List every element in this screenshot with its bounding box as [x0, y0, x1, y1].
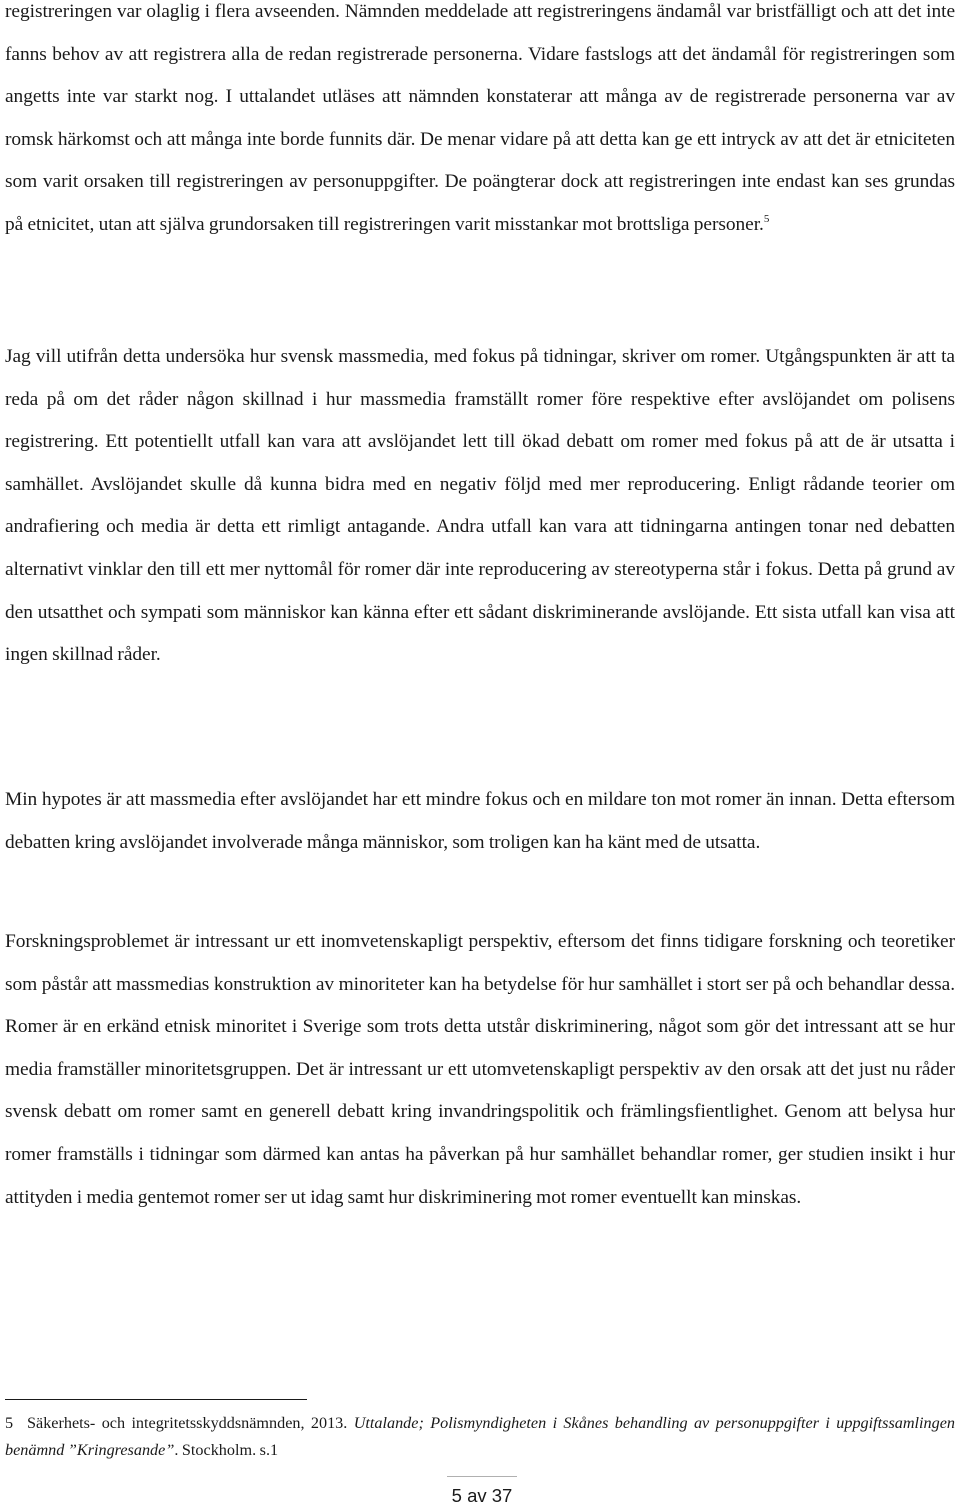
footer-divider [447, 1476, 517, 1477]
paragraph-research-problem [5, 921, 955, 1219]
paragraph-research-aim [5, 336, 955, 677]
paragraph-hypothesis [5, 779, 955, 864]
paragraph-text: registreringen var olaglig i flera avseenden. Nämnden meddelade att registreringens ändamål var bristfälligt och att det inte fanns behov av att registrera alla de redan registrerade personerna. Vidare fastslogs att det ändamål för registreringen som angetts inte var starkt nog. I uttalandet utläses att nämnden konstaterar att många av de registrerade personerna var av romsk härkomst och att många inte borde funnits där. De menar vidare på att detta kan ge ett intryck av att det är etniciteten som varit orsaken till registreringen av personuppgifter. De poängterar dock att registreringen inte endast kan ses grundas på etnicitet, utan att själva grundorsaken till registreringen varit misstankar mot brottsliga personer. [5, 1, 955, 235]
footnote-author: Säkerhets- och integritetsskyddsnämnden, 2013. [27, 1414, 348, 1432]
page-number: 5 av 37 [451, 1485, 513, 1506]
footnote [5, 1410, 955, 1464]
paragraph-text: Min hypotes är att massmedia efter avslöjandet har ett mindre fokus och en mildare ton mot romer än innan. Detta eftersom debatten kring avslöjandet involverade många människor, som troligen kan ha känt med de utsatta. [5, 789, 955, 853]
footnote-title: Uttalande; Polismyndigheten i Skånes behandling av personuppgifter i uppgiftssamlingen benämnd ”Kringresande” [5, 1414, 955, 1459]
footnote-reference[interactable]: 5 [763, 212, 770, 225]
footnote-number: 5 [5, 1414, 14, 1432]
footnote-separator [5, 1399, 307, 1400]
footnote-location: . Stockholm. s.1 [174, 1441, 279, 1459]
paragraph-registration [5, 0, 955, 247]
paragraph-text: Forskningsproblemet är intressant ur ett inomvetenskapligt perspektiv, eftersom det finns tidigare forskning och teoretiker som påstår att massmedias konstruktion av minoriteter kan ha betydelse för hur samhället i stort ser på och behandlar dessa. Romer är en erkänd etnisk minoritet i Sverige som trots detta utstår diskriminering, något som gör det intressant att se hur media framställer minoritetsgruppen. Det är intressant ur ett utomvetenskapligt perspektiv av den orsak att det just nu råder svensk debatt om romer samt en generell debatt kring invandringspolitik och främlingsfientlighet. Genom att belysa hur romer framställs i tidningar som därmed kan antas ha påverkan på hur samhället behandlar romer, ger studien insikt i hur attityden i media gentemot romer ser ut idag samt hur diskriminering mot romer eventuellt kan minskas. [5, 931, 955, 1208]
paragraph-text: Jag vill utifrån detta undersöka hur svensk massmedia, med fokus på tidningar, skriver om romer. Utgångspunkten är att ta reda på om det råder någon skillnad i hur massmedia framställt romer före respektive efter avslöjandet om polisens registrering. Ett potentiellt utfall kan vara att avslöjandet lett till ökad debatt om romer med fokus på att de är utsatta i samhället. Avslöjandet skulle då kunna bidra med en negativ följd med mer reproducering. Enligt rådande teorier om andrafiering och media är detta ett rimligt antagande. Andra utfall kan vara att tidningarna antingen tonar ned debatten alternativt vinklar den till ett mer nyttomål för romer där inte reproducering av stereotyperna står i fokus. Detta på grund av den utsatthet och sympati som människor kan känna efter ett sådant diskriminerande avslöjande. Ett sista utfall kan visa att ingen skillnad råder. [5, 346, 955, 666]
